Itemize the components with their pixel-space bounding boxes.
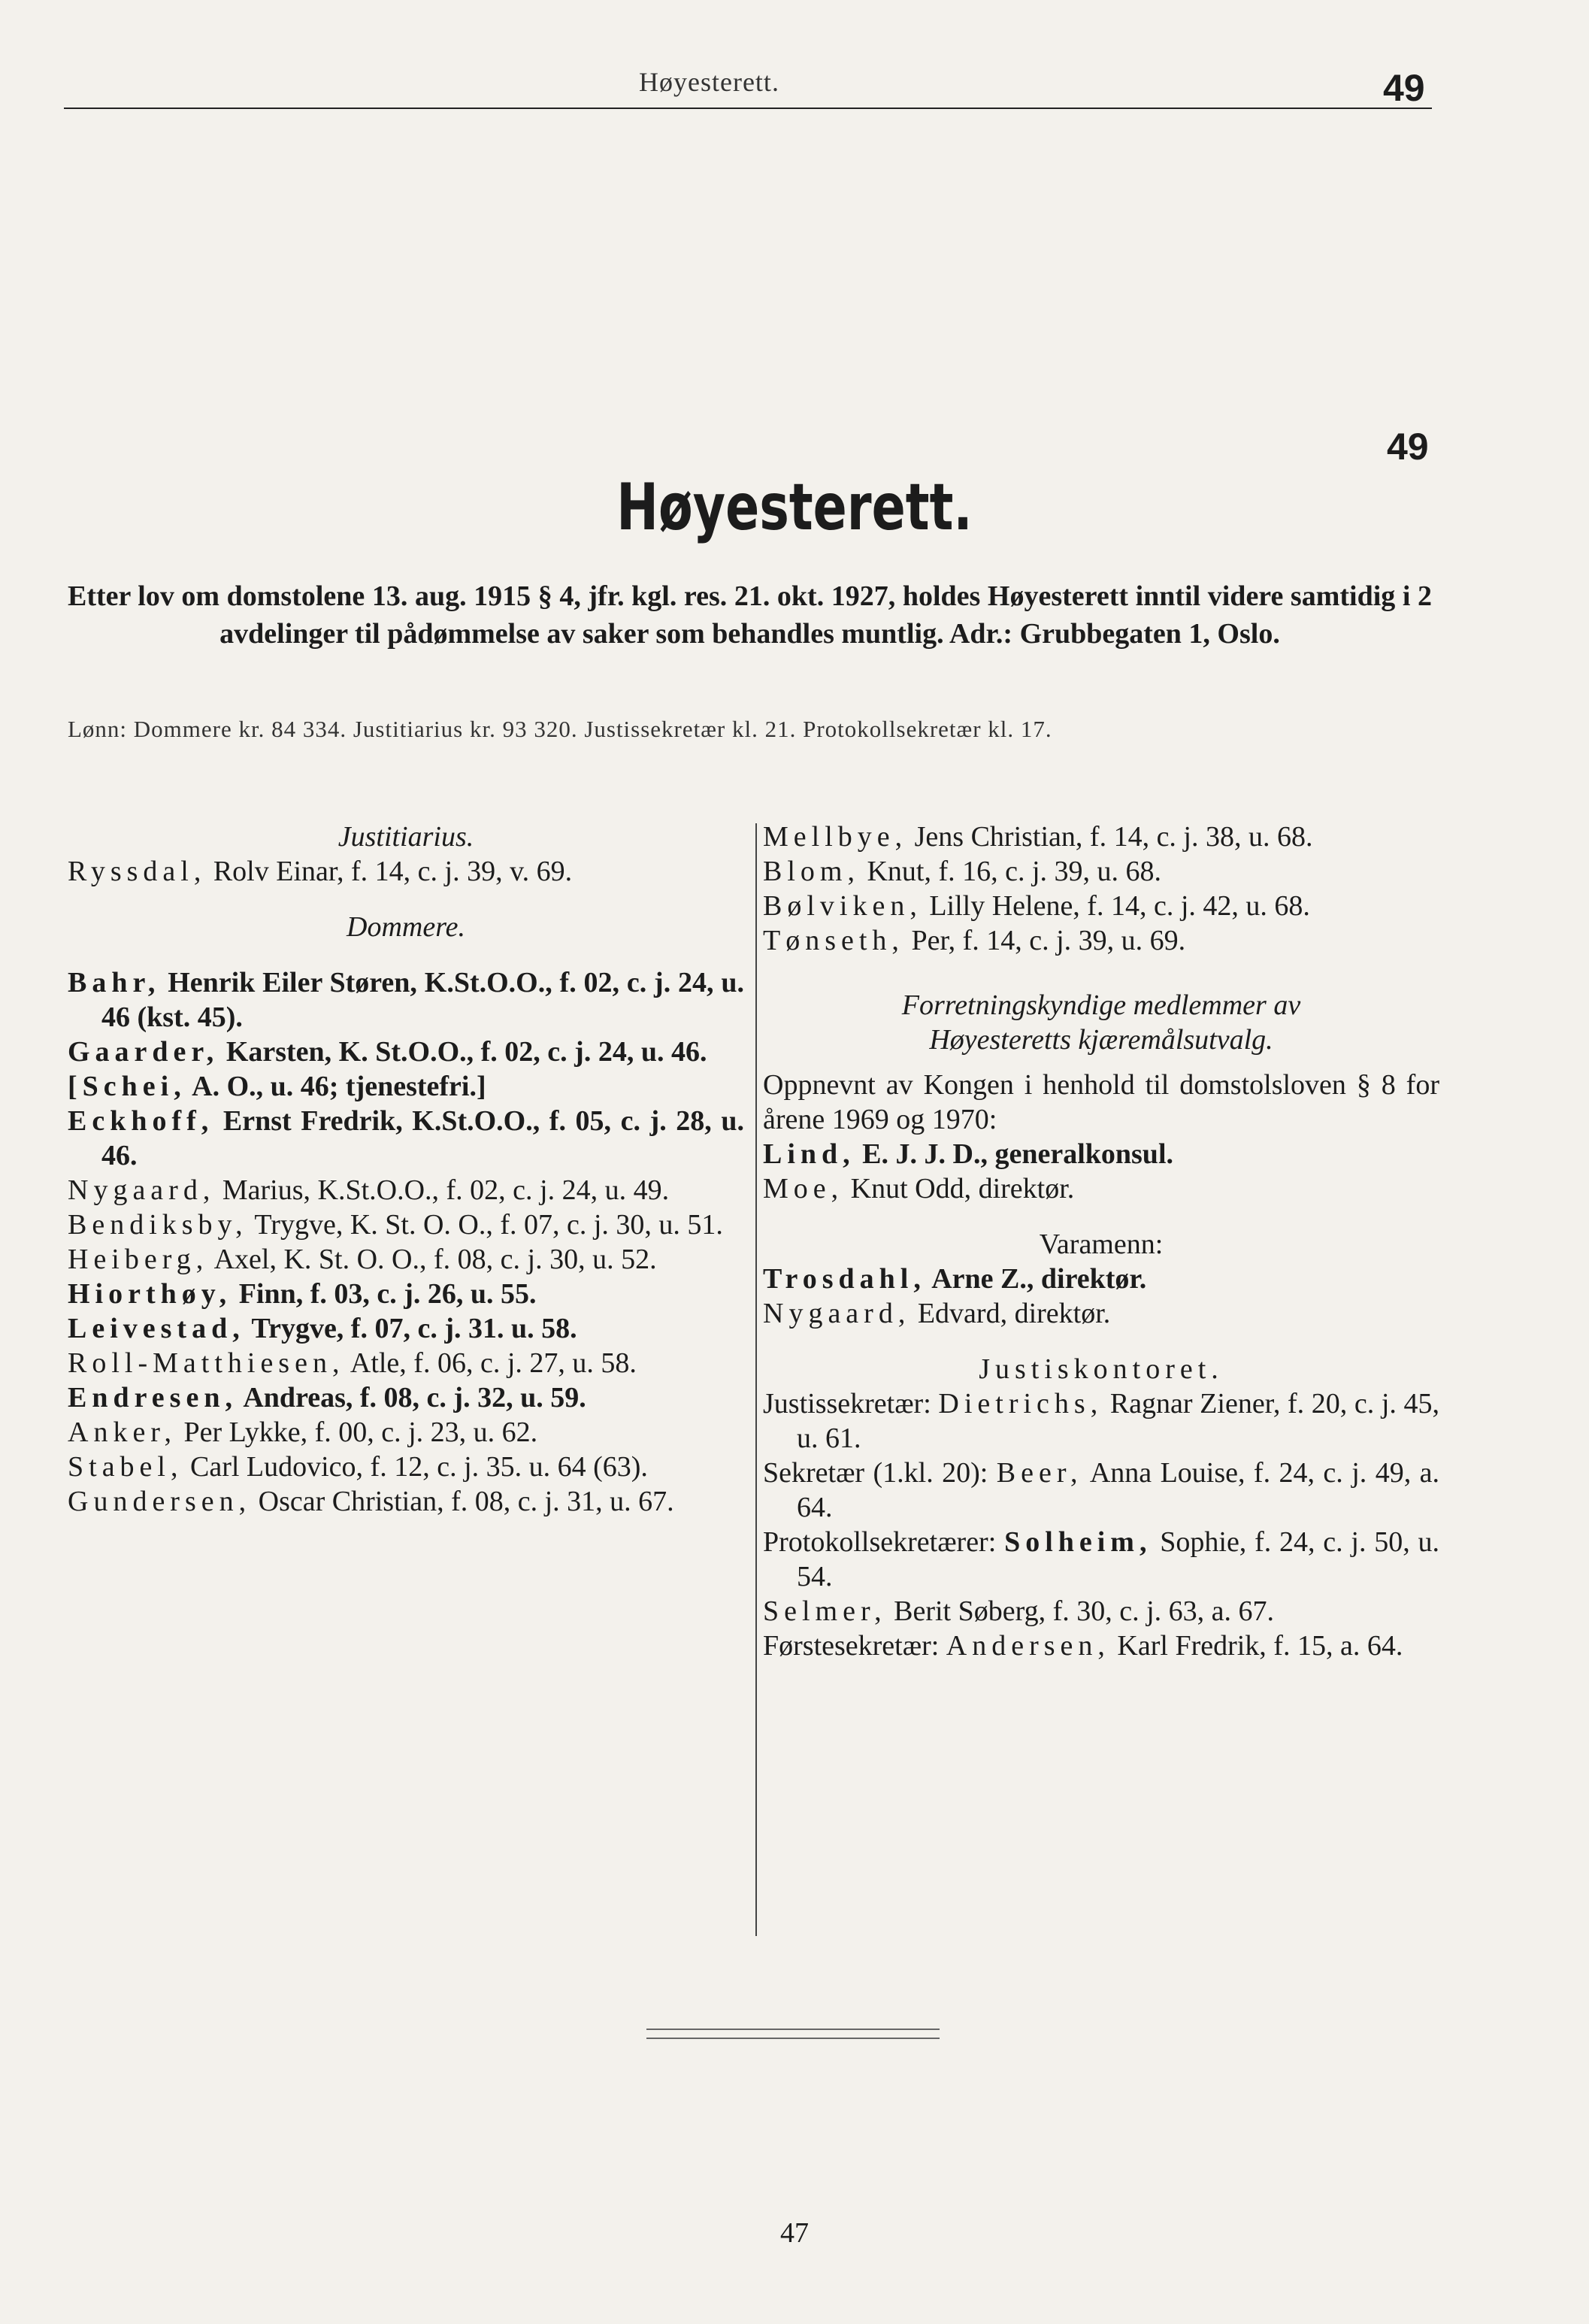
- list-item: Nygaard, Edvard, direktør.: [763, 1298, 1111, 1329]
- utvalg-heading-2: Høyesteretts kjæremålsutvalg.: [929, 1024, 1273, 1056]
- list-item: Roll-Matthiesen, Atle, f. 06, c. j. 27, u. 58.: [68, 1347, 637, 1379]
- list-item: Justissekretær: Dietrichs, Ragnar Ziener, f. 20, c. j. 45, u. 61.: [763, 1388, 1439, 1454]
- list-item: Protokollsekretærer: Solheim, Sophie, f. 24, c. j. 50, u. 54.: [763, 1526, 1440, 1592]
- list-item: Moe, Knut Odd, direktør.: [763, 1173, 1075, 1204]
- list-item: Lind, E. J. J. D., generalkonsul.: [763, 1138, 1173, 1170]
- list-item: Bahr, Henrik Eiler Støren, K.St.O.O., f. 02, c. j. 24, u. 46 (kst. 45).: [68, 967, 744, 1033]
- list-item: Trosdahl, Arne Z., direktør.: [763, 1263, 1147, 1295]
- header-rule: [64, 108, 1432, 109]
- page-title: Høyesterett.: [616, 470, 973, 545]
- column-divider: [755, 823, 757, 1936]
- justiskontoret-heading: Justiskontoret.: [979, 1353, 1224, 1385]
- dommere-heading: Dommere.: [347, 911, 465, 943]
- page-number: 49: [1387, 426, 1429, 468]
- list-item: Selmer, Berit Søberg, f. 30, c. j. 63, a. 67.: [763, 1595, 1275, 1627]
- list-item: Heiberg, Axel, K. St. O. O., f. 08, c. j. 30, u. 52.: [68, 1244, 657, 1275]
- list-item: [Schei, A. O., u. 46; tjenestefri.]: [68, 1071, 486, 1102]
- list-item: Gaarder, Karsten, K. St.O.O., f. 02, c. j. 24, u. 46.: [68, 1036, 707, 1068]
- list-item: Førstesekretær: Andersen, Karl Fredrik, f. 15, a. 64.: [763, 1630, 1403, 1662]
- list-item: Anker, Per Lykke, f. 00, c. j. 23, u. 62.: [68, 1417, 538, 1448]
- utvalg-heading-1: Forretningskyndige medlemmer av: [901, 989, 1301, 1021]
- list-item: Gundersen, Oscar Christian, f. 08, c. j. 31, u. 67.: [68, 1486, 674, 1517]
- list-item: Ryssdal, Rolv Einar, f. 14, c. j. 39, v. 69.: [68, 856, 573, 887]
- bottom-double-rule: [646, 2029, 940, 2039]
- list-item: Stabel, Carl Ludovico, f. 12, c. j. 35. u. 64 (63).: [68, 1451, 648, 1483]
- left-column: [68, 820, 744, 1519]
- list-item: Nygaard, Marius, K.St.O.O., f. 02, c. j. 24, u. 49.: [68, 1174, 670, 1206]
- list-item: Tønseth, Per, f. 14, c. j. 39, u. 69.: [763, 925, 1186, 956]
- list-item: Mellbye, Jens Christian, f. 14, c. j. 38, u. 68.: [763, 821, 1313, 853]
- utvalg-text: Oppnevnt av Kongen i henhold til domstolsloven § 8 for årene 1969 og 1970:: [763, 1069, 1439, 1135]
- salary-paragraph: Lønn: Dommere kr. 84 334. Justitiarius kr. 93 320. Justissekretær kl. 21. Protokollsekretær kl. 17.: [68, 716, 1052, 742]
- list-item: Hiorthøy, Finn, f. 03, c. j. 26, u. 55.: [68, 1278, 537, 1310]
- list-item: Endresen, Andreas, f. 08, c. j. 32, u. 59.: [68, 1382, 586, 1413]
- list-item: Bølviken, Lilly Helene, f. 14, c. j. 42, u. 68.: [763, 890, 1310, 922]
- list-item: Sekretær (1.kl. 20): Beer, Anna Louise, f. 24, c. j. 49, a. 64.: [763, 1457, 1439, 1523]
- varamenn-heading: Varamenn:: [1039, 1229, 1164, 1260]
- list-item: Blom, Knut, f. 16, c. j. 39, u. 68.: [763, 856, 1162, 887]
- justitiarius-heading: Justitiarius.: [337, 821, 474, 853]
- running-head-page-number: 49: [1383, 67, 1425, 109]
- right-column: [763, 820, 1439, 1663]
- footer-page-number: 47: [780, 2217, 809, 2249]
- list-item: Leivestad, Trygve, f. 07, c. j. 31. u. 58.: [68, 1313, 577, 1344]
- intro-paragraph: Etter lov om domstolene 13. aug. 1915 § 4, jfr. kgl. res. 21. okt. 1927, holdes Høyesterett inntil videre samtidig i 2 avdelinger til pådømmelse av saker som behandles muntlig. Adr.: Grubbegaten 1, Oslo.: [68, 580, 1432, 650]
- running-head-title: Høyesterett.: [639, 67, 779, 97]
- list-item: Eckhoff, Ernst Fredrik, K.St.O.O., f. 05, c. j. 28, u. 46.: [68, 1105, 744, 1171]
- list-item: Bendiksby, Trygve, K. St. O. O., f. 07, c. j. 30, u. 51.: [68, 1209, 723, 1241]
